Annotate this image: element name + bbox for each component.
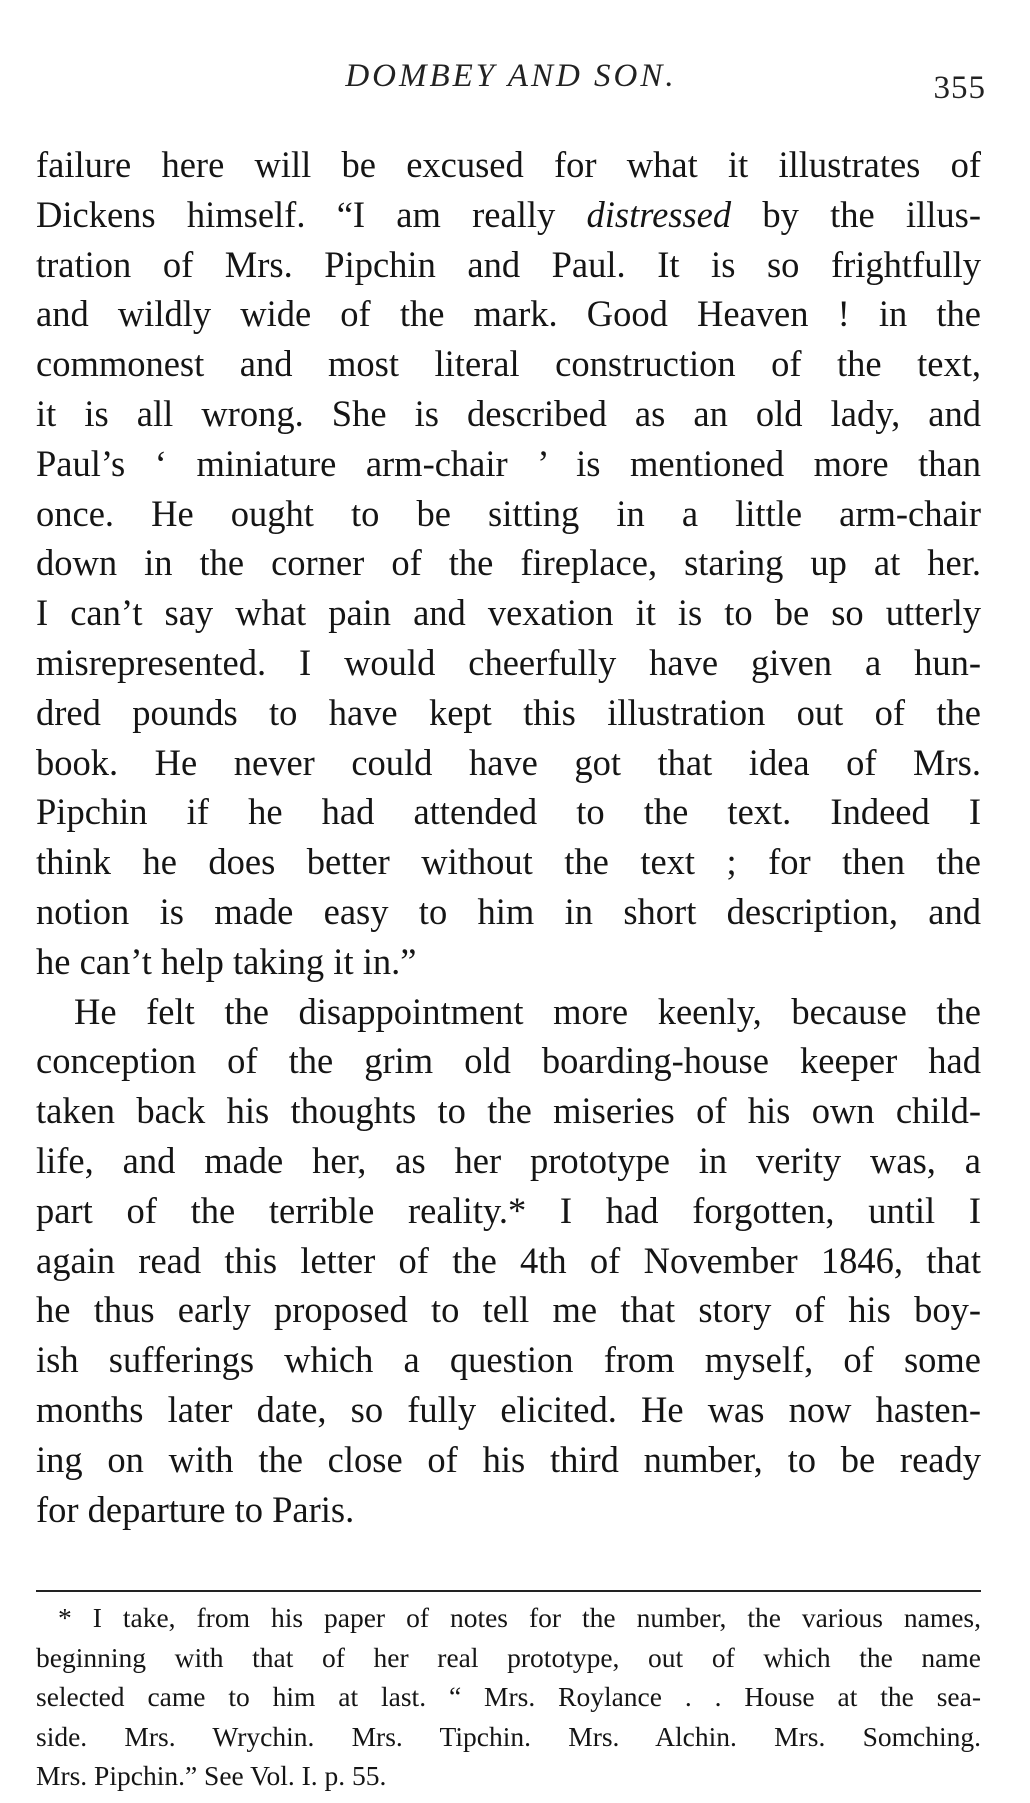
footnote-line: side. Mrs. Wrychin. Mrs. Tipchin. Mrs. Alchin. Mrs. Somching. [36,1720,981,1752]
text-line: he can’t help taking it in.” [36,940,417,982]
text-line: life, and made her, as her prototype in verity was, a [36,1139,981,1181]
footnote-line: selected came to him at last. “ Mrs. Roylance . . House at the sea- [36,1681,981,1712]
text-line: down in the corner of the fireplace, staring up at her. [36,542,981,584]
text-line [36,190,981,240]
footnote-rule [36,1590,981,1592]
footnote-line: * I take, from his paper of notes for the number, the various names, [58,1602,981,1633]
text-line: taken back his thoughts to the miseries of his own child- [36,1090,981,1132]
text-line: for departure to Paris. [36,1488,355,1530]
text-line: dred pounds to have kept this illustration out of the [36,691,981,733]
text-line: tration of Mrs. Pipchin and Paul. It is so frightfully [36,243,981,285]
running-head [36,58,986,108]
text-segment: Dickens himself. “I am really [36,193,587,235]
body-text [36,140,981,1534]
text-line: he thus early proposed to tell me that story of his boy- [36,1289,981,1331]
footnote-line: Mrs. Pipchin.” See Vol. I. p. 55. [36,1760,387,1791]
text-line: again read this letter of the 4th of November 1846, that [36,1239,981,1281]
text-line: think he does better without the text ; for then the [36,841,981,883]
running-title: DOMBEY AND SON. [345,58,677,94]
text-line: notion is made easy to him in short description, and [36,890,981,932]
text-line: He felt the disappointment more keenly, because the [74,990,981,1032]
footnote [36,1598,981,1796]
text-line: and wildly wide of the mark. Good Heaven ! in the [36,293,981,335]
text-line: months later date, so fully elicited. He was now hasten- [36,1388,981,1430]
footnote-line: beginning with that of her real prototype, out of which the name [36,1641,981,1673]
text-line: Paul’s ‘ miniature arm-chair ’ is mentioned more than [36,442,981,484]
text-line: it is all wrong. She is described as an old lady, and [36,392,981,434]
text-line: I can’t say what pain and vexation it is to be so utterly [36,592,981,634]
emphasized-word: distressed [586,193,732,235]
text-line: misrepresented. I would cheerfully have given a hun- [36,641,981,683]
text-line: once. He ought to be sitting in a little arm-chair [36,492,981,534]
text-line: commonest and most literal construction of the text, [36,343,981,385]
text-line: conception of the grim old boarding-house keeper had [36,1040,981,1082]
text-line: failure here will be excused for what it illustrates of [36,144,981,185]
text-segment: by the illus- [731,193,981,235]
page-number: 355 [933,70,986,106]
text-line: part of the terrible reality.* I had forgotten, until I [36,1189,981,1231]
text-line: Pipchin if he had attended to the text. Indeed I [36,791,981,833]
text-line: ing on with the close of his third number, to be ready [36,1438,981,1480]
text-line: book. He never could have got that idea of Mrs. [36,741,981,783]
text-line: ish sufferings which a question from myself, of some [36,1339,981,1381]
